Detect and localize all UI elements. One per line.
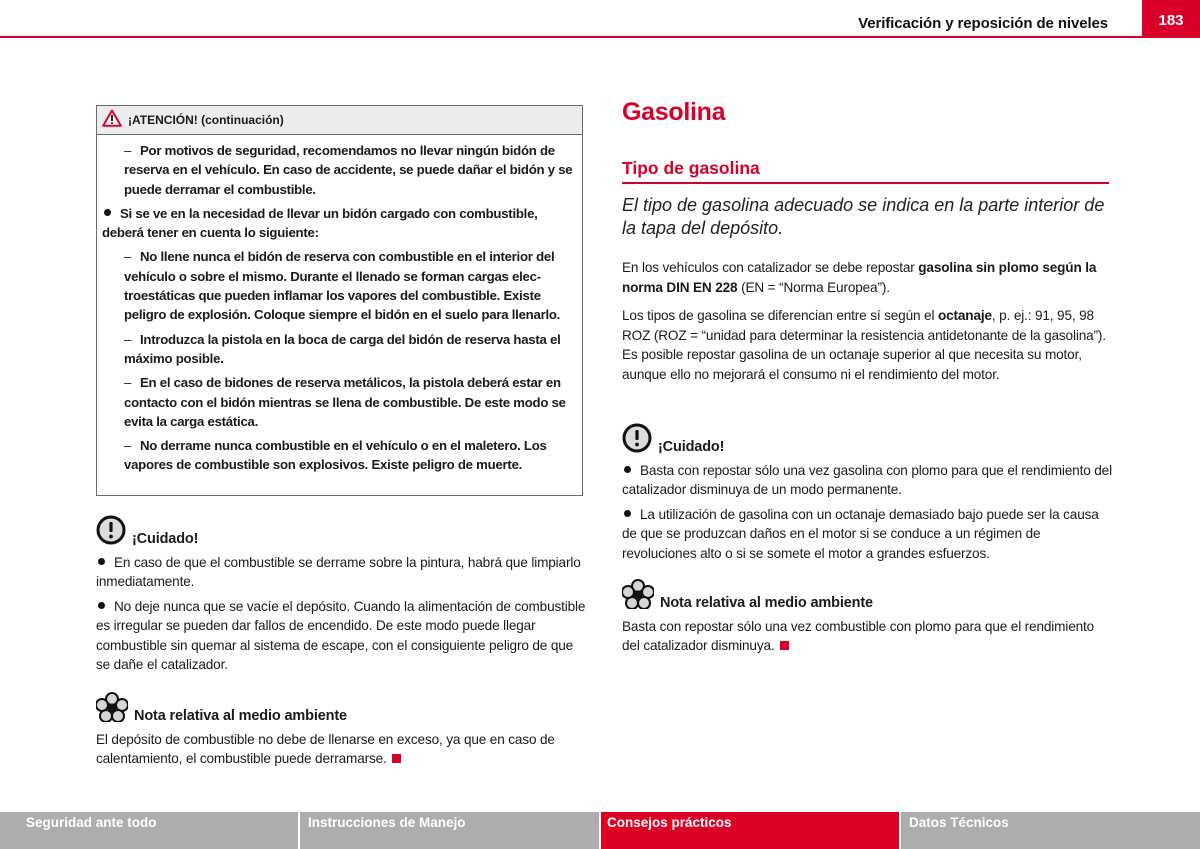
dash-marker: – (124, 438, 132, 454)
warning-item: – Por motivos de seguridad, recomendamos no llevar ningún bidón de reserva en el vehículo. En caso de accidente, se puede dañar el bidón y se puede derramar el combustible. (124, 143, 573, 197)
warning-box (96, 105, 583, 496)
caution-exclamation-icon (96, 515, 126, 551)
environment-title: Nota relativa al medio ambiente (660, 595, 873, 611)
caution-note-left (96, 515, 586, 680)
environment-title: Nota relativa al medio ambiente (134, 708, 347, 724)
warning-item: – Introduzca la pistola en la boca de carga del bidón de reserva hasta el máximo posible. (124, 331, 561, 366)
warning-item: – No llene nunca el bidón de reserva con combustible en el interior del vehículo o sobre el mismo. Durante el llenado se forman cargas electroestáticas que pueden inflamar los vapores del combustible. Existe peligro de explosión. Coloque siempre el bidón en el suelo para llenarlo. (124, 249, 561, 323)
environment-header (96, 692, 586, 728)
caution-header (622, 423, 1112, 459)
warning-item: Si se ve en la necesidad de llevar un bidón cargado con combustible, deberá tener en cuenta lo siguiente: (102, 205, 538, 241)
warning-header (97, 106, 582, 135)
warning-title: ¡ATENCIÓN! (continuación) (128, 113, 284, 127)
dash-marker: – (124, 375, 132, 391)
dash-marker: – (124, 249, 132, 265)
caution-item: La utilización de gasolina con un octanaje demasiado bajo puede ser la causa de que se produzcan daños en el motor si se conduce a un régimen de revoluciones alto o si se somete el motor a grandes esfuerzos. (622, 506, 1099, 561)
caution-header (96, 515, 586, 551)
flower-environment-icon (96, 692, 128, 728)
environment-text: El depósito de combustible no debe de llenarse en exceso, ya que en caso de calentamiento, el combustible puede derramarse. (96, 731, 555, 766)
environment-note-left (96, 692, 586, 774)
header-rule (0, 36, 1142, 38)
tab-consejos-practicos[interactable]: Consejos prácticos (601, 812, 899, 849)
caution-item: En caso de que el combustible se derrame sobre la pintura, habrá que limpiarlo inmediatamente. (96, 554, 581, 589)
dash-marker: – (124, 331, 132, 347)
tab-instrucciones-de-manejo[interactable]: Instrucciones de Manejo (300, 812, 599, 849)
page-number: 183 (1142, 0, 1200, 38)
bullet-icon (104, 209, 111, 216)
warning-triangle-icon (102, 109, 122, 132)
environment-text: Basta con repostar sólo una vez combustible con plomo para que el rendimiento del catalizador disminuya. (622, 618, 1095, 653)
caution-note-right (622, 423, 1112, 568)
caution-exclamation-icon (622, 423, 652, 459)
heading-gasolina: Gasolina (622, 98, 726, 126)
paragraph-octanaje: Los tipos de gasolina se diferencian entre sí según el octanaje, p. ej.: 91, 95, 98 ROZ (ROZ = “unidad para determinar la resistencia antidetonante de la gasolina”). Es posible repostar gasolina de un octanaje superior al que necesita su motor, aunque ello no mejorará el consumo ni el rendimiento del motor. (622, 308, 1106, 382)
subheading-tipo-de-gasolina: Tipo de gasolina (622, 158, 760, 178)
paragraph-catalizador: En los vehículos con catalizador se debe repostar gasolina sin plomo según la norma DIN EN 228 (EN = “Norma Europea”). (622, 260, 1097, 295)
warning-item: – En el caso de bidones de reserva metálicos, la pistola deberá estar en contacto con el bidón mientras se llena de combustible. De este modo se evita la carga estática. (124, 375, 566, 429)
environment-note-right (622, 579, 1112, 661)
bullet-icon (98, 558, 105, 565)
caution-title: ¡Cuidado! (132, 531, 199, 547)
flower-environment-icon (622, 579, 654, 615)
tab-seguridad-ante-todo[interactable]: Seguridad ante todo (0, 812, 298, 849)
chapter-tabs (0, 812, 1200, 849)
environment-header (622, 579, 1112, 615)
tab-datos-tecnicos[interactable]: Datos Técnicos (901, 812, 1200, 849)
caution-title: ¡Cuidado! (658, 439, 725, 455)
bullet-icon (98, 602, 105, 609)
end-of-section-marker (780, 641, 789, 650)
section-title: Verificación y reposición de niveles (858, 15, 1108, 32)
bullet-icon (624, 510, 631, 517)
end-of-section-marker (392, 754, 401, 763)
lead-text: El tipo de gasolina adecuado se indica en la parte interior de la tapa del depósito. (622, 195, 1105, 238)
bullet-icon (624, 466, 631, 473)
caution-item: No deje nunca que se vacíe el depósito. Cuando la alimentación de combustible es irregular se pueden dar fallos de encendido. De este modo puede llegar combustible sin quemar al sistema de escape, con el consiguiente peligro de que se dañe el catalizador. (96, 598, 586, 672)
dash-marker: – (124, 143, 132, 158)
caution-item: Basta con repostar sólo una vez gasolina con plomo para que el rendimiento del catalizador disminuya de un modo permanente. (622, 462, 1112, 497)
subheading-rule (622, 182, 1109, 184)
warning-body (97, 135, 582, 475)
warning-item: – No derrame nunca combustible en el vehículo o en el maletero. Los vapores de combustible son explosivos. Existe peligro de muerte. (124, 438, 547, 473)
